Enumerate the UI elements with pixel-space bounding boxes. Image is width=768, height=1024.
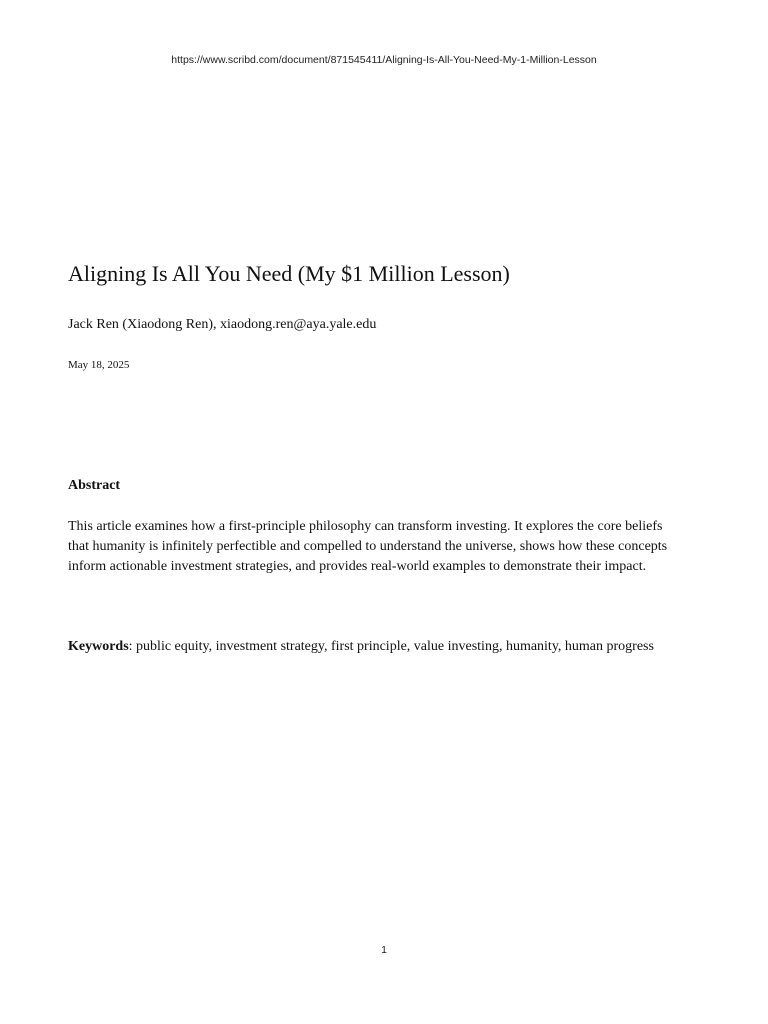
- abstract-line: inform actionable investment strategies, and provides real-world examples to demonstrate their impact.: [68, 559, 647, 574]
- paper-title: Aligning Is All You Need (My $1 Million Lesson): [68, 261, 510, 286]
- keywords-line: [68, 639, 654, 655]
- abstract-body: [68, 517, 708, 577]
- keywords-label: Keywords: [68, 639, 129, 654]
- abstract-line: This article examines how a first-principle philosophy can transform investing. It explores the core beliefs: [68, 519, 663, 534]
- keywords-text: : public equity, investment strategy, first principle, value investing, humanity, human progress: [128, 639, 654, 654]
- publication-date: May 18, 2025: [68, 359, 130, 371]
- author-line: Jack Ren (Xiaodong Ren), xiaodong.ren@aya.yale.edu: [68, 317, 377, 332]
- abstract-heading: Abstract: [68, 478, 121, 493]
- page-number: 1: [381, 944, 387, 956]
- document-url[interactable]: https://www.scribd.com/document/871545411/Aligning-Is-All-You-Need-My-1-Million-Lesson: [171, 54, 597, 66]
- abstract-line: that humanity is infinitely perfectible and compelled to understand the universe, shows how these concepts: [68, 539, 668, 554]
